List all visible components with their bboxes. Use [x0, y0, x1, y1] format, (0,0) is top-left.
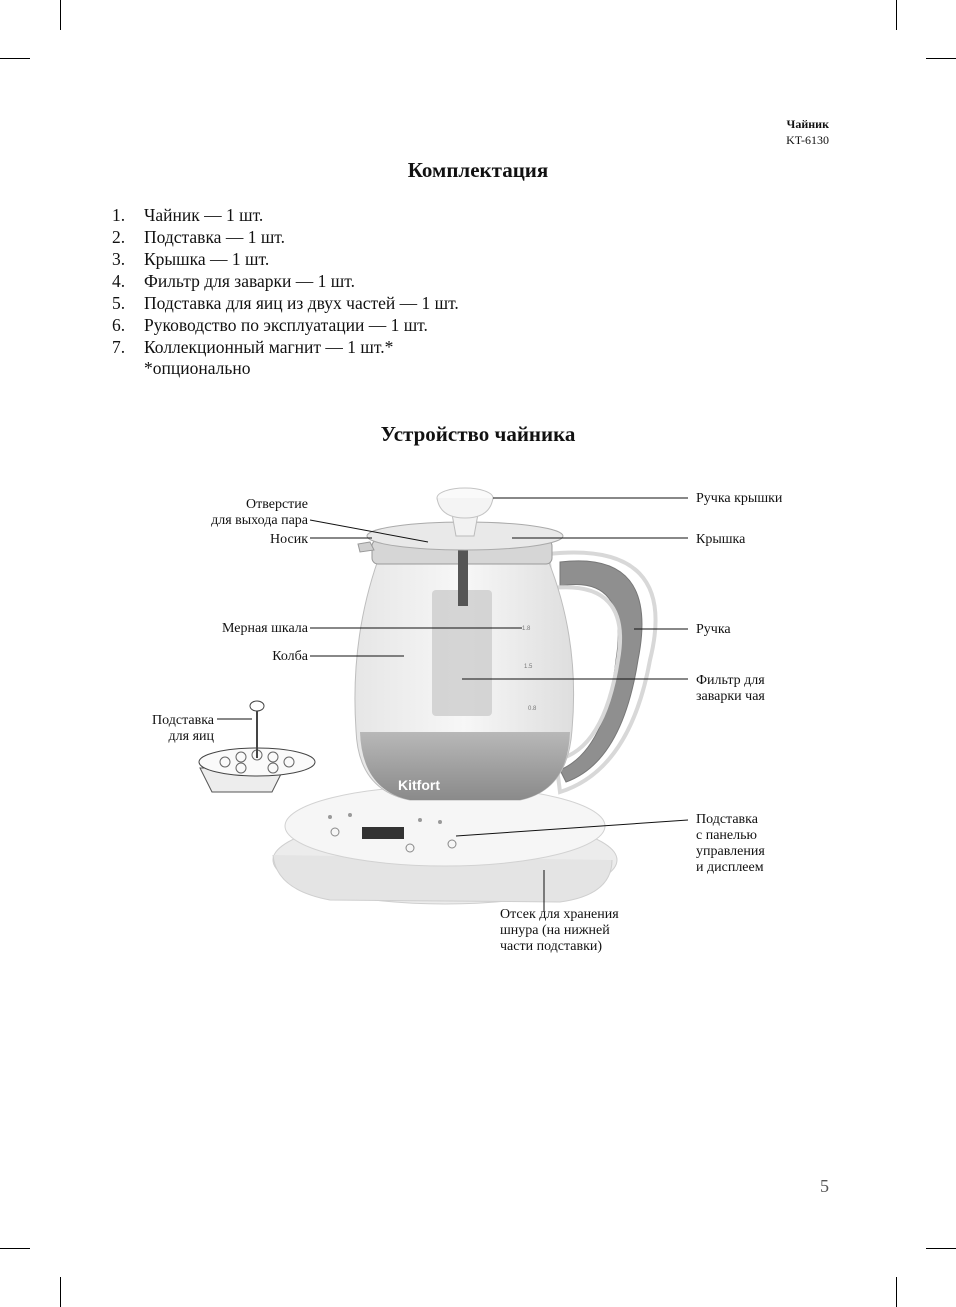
crop-mark	[926, 1248, 956, 1249]
label-steam-hole: Отверстие для выхода пара	[211, 497, 308, 528]
svg-text:1.8: 1.8	[522, 626, 531, 632]
device-title: Устройство чайника	[380, 422, 576, 446]
list-item: 6. Руководство по эксплуатации — 1 шт.	[112, 315, 428, 335]
svg-text:0.8: 0.8	[528, 706, 537, 712]
list-item: 3. Крышка — 1 шт.	[112, 249, 270, 269]
crop-mark	[0, 58, 30, 59]
list-item: 7. Коллекционный магнит — 1 шт.*	[112, 337, 394, 357]
header-product: Чайник	[786, 117, 829, 131]
svg-text:1.5: 1.5	[524, 664, 533, 670]
kettle-diagram	[0, 470, 956, 970]
contents-title: Комплектация	[407, 158, 549, 182]
label-cord-storage: Отсек для хранения шнура (на нижней части подставки)	[500, 907, 619, 954]
label-base: Подставка с панелью управления и дисплеем	[696, 812, 765, 875]
tea-filter	[432, 590, 492, 716]
label-flask: Колба	[272, 649, 308, 664]
list-item: 5. Подставка для яиц из двух частей — 1 шт.	[112, 293, 459, 313]
list-item: 1. Чайник — 1 шт.	[112, 205, 264, 225]
crop-mark	[60, 1277, 61, 1307]
crop-mark	[60, 0, 61, 30]
crop-mark	[0, 1248, 30, 1249]
page-number: 5	[820, 1176, 829, 1196]
list-item: 2. Подставка — 1 шт.	[112, 227, 286, 247]
crop-mark	[926, 58, 956, 59]
egg-stand	[199, 701, 315, 792]
crop-mark	[896, 1277, 897, 1307]
kettle-base	[273, 786, 617, 904]
label-lid: Крышка	[696, 532, 746, 547]
contents-list	[112, 204, 459, 358]
header-model: KT-6130	[786, 133, 829, 147]
footnote: *опционально	[144, 358, 251, 378]
label-filter: Фильтр для заварки чая	[696, 673, 765, 704]
label-lid-handle: Ручка крышки	[696, 491, 783, 506]
crop-mark	[896, 0, 897, 30]
brand-logo: Kitfort	[398, 777, 440, 793]
label-scale: Мерная шкала	[221, 621, 308, 636]
label-egg-stand: Подставка для яиц	[152, 713, 214, 744]
label-spout: Носик	[270, 532, 308, 547]
label-handle: Ручка	[696, 622, 731, 637]
list-item: 4. Фильтр для заварки — 1 шт.	[112, 271, 355, 291]
